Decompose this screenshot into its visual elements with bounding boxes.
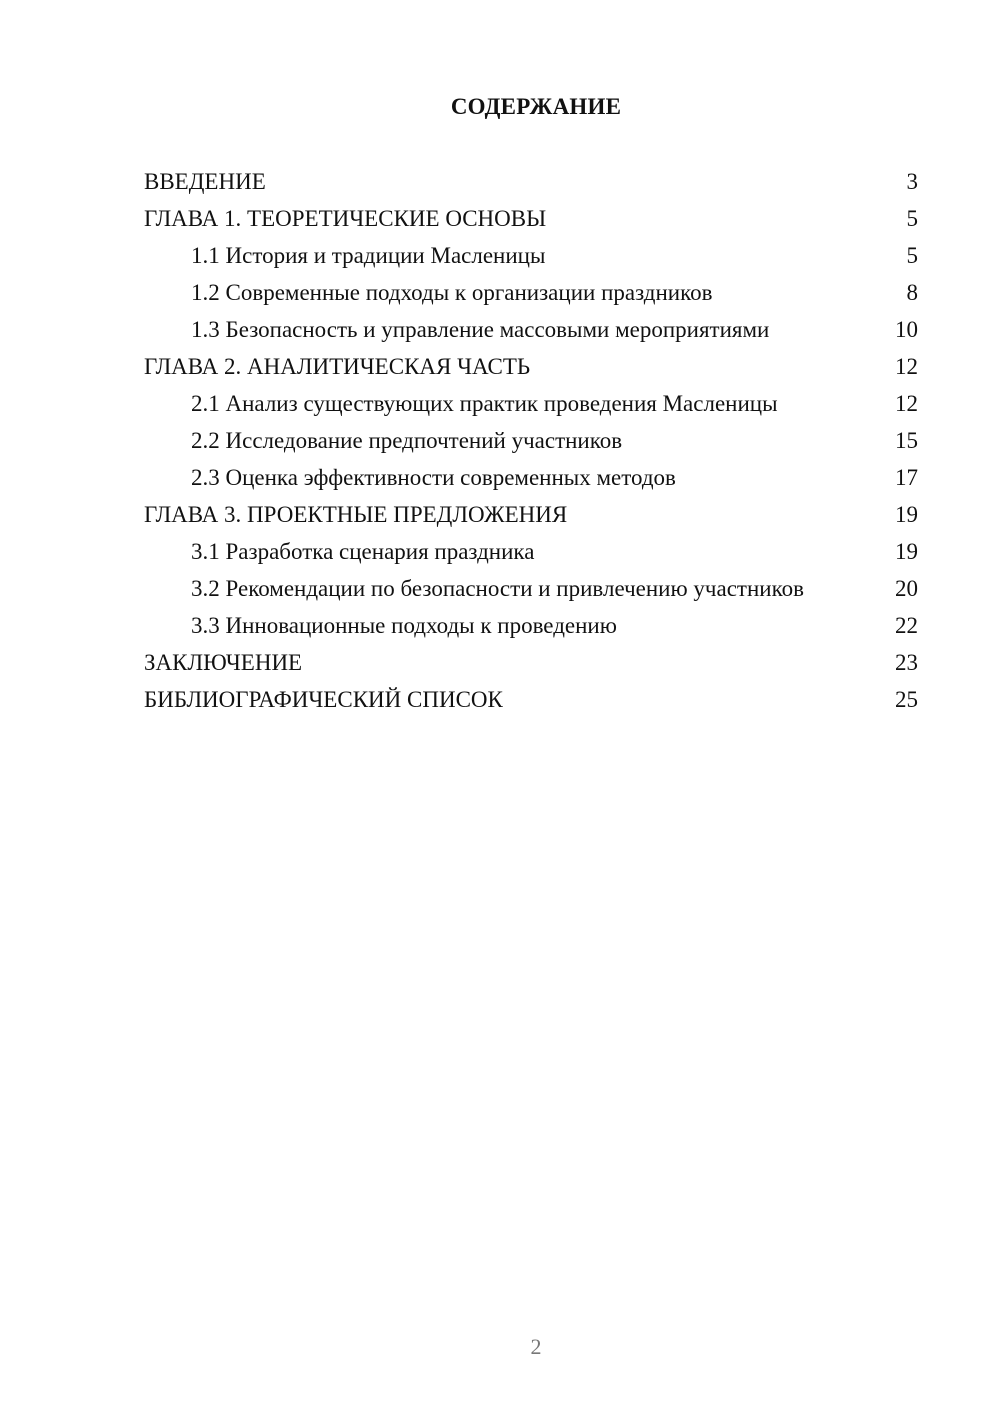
toc-entry-section-2-2[interactable] [144, 427, 918, 454]
toc-entry-page: 17 [895, 465, 918, 490]
toc-entry-conclusion[interactable] [144, 649, 918, 676]
toc-entry-label: ГЛАВА 3. ПРОЕКТНЫЕ ПРЕДЛОЖЕНИЯ [144, 502, 568, 527]
toc-entry-page: 22 [895, 613, 918, 638]
toc-entry-section-2-3[interactable] [144, 464, 918, 491]
toc-entry-page: 20 [895, 576, 918, 601]
toc-entry-page: 8 [906, 280, 918, 305]
toc-entry-section-3-3[interactable] [144, 612, 918, 639]
toc-entry-introduction[interactable] [144, 168, 918, 195]
toc-entry-label: 3.1 Разработка сценария праздника [191, 539, 535, 564]
toc-entry-chapter-2[interactable] [144, 353, 918, 380]
toc-entry-page: 23 [895, 650, 918, 675]
toc-entry-section-1-3[interactable] [144, 316, 918, 343]
toc-entry-page: 10 [895, 317, 918, 342]
toc-entry-page: 19 [895, 502, 918, 527]
toc-entry-section-1-2[interactable] [144, 279, 918, 306]
table-of-contents [144, 168, 918, 723]
toc-entry-label: ГЛАВА 2. АНАЛИТИЧЕСКАЯ ЧАСТЬ [144, 354, 531, 379]
toc-entry-label: ВВЕДЕНИЕ [144, 169, 266, 194]
toc-entry-page: 25 [895, 687, 918, 712]
toc-entry-label: 1.2 Современные подходы к организации праздников [191, 280, 713, 305]
toc-entry-label: 1.3 Безопасность и управление массовыми мероприятиями [191, 317, 770, 342]
toc-entry-page: 19 [895, 539, 918, 564]
toc-entry-chapter-3[interactable] [144, 501, 918, 528]
toc-entry-label: БИБЛИОГРАФИЧЕСКИЙ СПИСОК [144, 687, 503, 712]
toc-entry-label: 3.3 Инновационные подходы к проведению [191, 613, 617, 638]
toc-entry-section-3-2[interactable] [144, 575, 918, 602]
toc-entry-page: 3 [906, 169, 918, 194]
toc-entry-label: 2.2 Исследование предпочтений участников [191, 428, 623, 453]
toc-entry-bibliography[interactable] [144, 686, 918, 713]
toc-entry-label: ЗАКЛЮЧЕНИЕ [144, 650, 303, 675]
toc-entry-label: 1.1 История и традиции Масленицы [191, 243, 546, 268]
toc-entry-page: 5 [906, 243, 918, 268]
toc-entry-section-1-1[interactable] [144, 242, 918, 269]
toc-entry-page: 12 [895, 354, 918, 379]
toc-entry-section-2-1[interactable] [144, 390, 918, 417]
toc-entry-label: ГЛАВА 1. ТЕОРЕТИЧЕСКИЕ ОСНОВЫ [144, 206, 547, 231]
toc-entry-section-3-1[interactable] [144, 538, 918, 565]
page-title: СОДЕРЖАНИЕ [450, 94, 622, 119]
toc-entry-page: 12 [895, 391, 918, 416]
toc-entry-page: 5 [906, 206, 918, 231]
page-number: 2 [530, 1334, 542, 1359]
toc-entry-chapter-1[interactable] [144, 205, 918, 232]
toc-entry-page: 15 [895, 428, 918, 453]
toc-entry-label: 2.1 Анализ существующих практик проведения Масленицы [191, 391, 778, 416]
toc-entry-label: 2.3 Оценка эффективности современных методов [191, 465, 676, 490]
toc-entry-label: 3.2 Рекомендации по безопасности и привлечению участников [191, 576, 804, 601]
